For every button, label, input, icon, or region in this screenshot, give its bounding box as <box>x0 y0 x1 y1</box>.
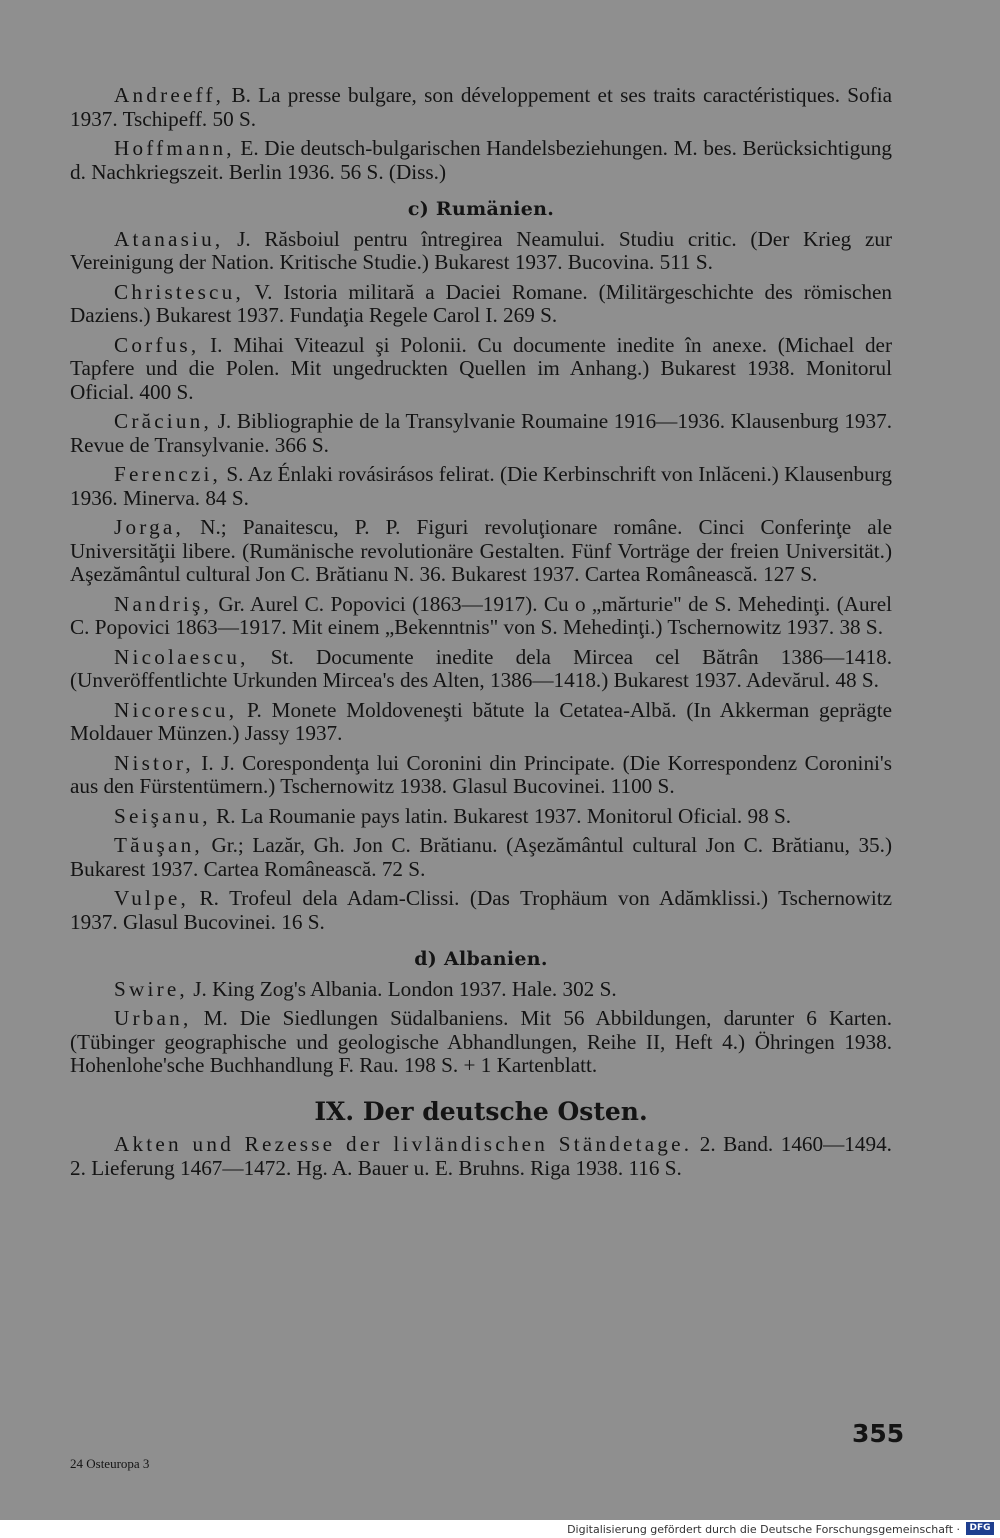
entry-author: Swire, <box>114 976 188 1001</box>
entry-text: B. La presse bulgare, son développement et ses traits caractéristiques. Sofia 1937. Tschipeff. 50 S. <box>70 83 892 131</box>
bibliography-entry <box>70 516 892 587</box>
funding-notice: Digitalisierung gefördert durch die Deutsche Forschungsgemeinschaft · <box>567 1523 960 1536</box>
bibliography-entry <box>70 281 892 328</box>
entry-text: J. King Zog's Albania. London 1937. Hale. 302 S. <box>187 976 617 1001</box>
entry-text: I. Mihai Viteazul şi Polonii. Cu documente inedite în anexe. (Michael der Tapfere und die Polen. Mit ungedruckten Quellen im Anhang.) Bukarest 1938. Monitorul Oficial. 400 S. <box>70 332 892 404</box>
entry-author: Nandriş, <box>114 591 212 616</box>
section-heading-rumaenien: c) Rumänien. <box>407 198 555 220</box>
entry-text: N.; Panaitescu, P. P. Figuri revoluţionare române. Cinci Conferinţe ale Universităţii libere. (Rumänische revolutionäre Gestalten. Fünf Vorträge der freien Universität.) Aşezământul cultural Jon C. Brătianu N. 36. Bukarest 1937. Cartea Românească. 127 S. <box>70 515 892 586</box>
entry-text: J. Răsboiul pentru întregirea Neamului. Studiu critic. (Der Krieg zur Vereinigung der Nation. Kritische Studie.) Bukarest 1937. Bucovina. 511 S. <box>70 226 892 274</box>
entry-text: E. Die deutsch-bulgarischen Handelsbeziehungen. M. bes. Berücksichtigung d. Nachkriegszeit. Berlin 1936. 56 S. (Diss.) <box>70 136 892 184</box>
dfg-logo-icon: DFG <box>966 1522 994 1535</box>
entry-author: Seişanu, <box>114 803 211 828</box>
entry-author: Nicolaescu, <box>114 644 249 669</box>
entry-text: Gr.; Lazăr, Gh. Jon C. Brătianu. (Aşezământul cultural Jon C. Brătianu, 35.) Bukarest 1937. Cartea Românească. 72 S. <box>70 833 892 881</box>
entry-author: Urban, <box>114 1006 192 1030</box>
entry-author: Crăciun, <box>114 409 212 433</box>
chapter-heading-deutsche-osten: IX. Der deutsche Osten. <box>314 1096 648 1126</box>
bibliography-text <box>70 84 892 1186</box>
bibliography-entry <box>70 1007 892 1078</box>
bibliography-entry <box>70 137 892 184</box>
entry-text: S. Az Énlaki rovásirásos felirat. (Die Kerbinschrift von Inlăceni.) Klausenburg 1936. Minerva. 84 S. <box>70 462 892 510</box>
bibliography-entry <box>70 228 892 275</box>
entry-author: Akten und Rezesse der livländischen Ständetage. <box>114 1132 693 1156</box>
bibliography-entry <box>70 84 892 131</box>
section-heading-albanien: d) Albanien. <box>414 948 548 970</box>
entry-text: M. Die Siedlungen Südalbaniens. Mit 56 Abbildungen, darunter 6 Karten. (Tübinger geographische und geologische Abhandlungen, Reihe II, Heft 4.) Öhringen 1938. Hohenlohe'sche Buchhandlung F. Rau. 198 S. + 1 Kartenblatt. <box>70 1006 892 1077</box>
entry-author: Nistor, <box>114 750 194 775</box>
bibliography-entry <box>70 978 892 1002</box>
entry-author: Hoffmann, <box>114 136 235 160</box>
bibliography-entry <box>70 334 892 405</box>
entry-text: Gr. Aurel C. Popovici (1863—1917). Cu o „mărturie" de S. Mehedinţi. (Aurel C. Popovici 1863—1917. Mit einem „Bekenntnis" von S. Mehedinţi.) Tschernowitz 1937. 38 S. <box>70 591 892 639</box>
bibliography-entry <box>70 1133 892 1180</box>
entry-author: Tăuşan, <box>114 833 203 857</box>
entry-text: V. Istoria militară a Daciei Romane. (Militärgeschichte des römischen Daziens.) Bukarest 1937. Fundaţia Regele Carol I. 269 S. <box>70 279 892 327</box>
entry-author: Ferenczi, <box>114 462 222 486</box>
entry-author: Atanasiu, <box>114 226 224 251</box>
bibliography-entry <box>70 834 892 881</box>
entry-author: Andreeff, <box>114 83 225 107</box>
entry-author: Vulpe, <box>114 886 190 910</box>
printer-signature: 24 Osteuropa 3 <box>70 1456 150 1471</box>
entry-text: P. Monete Moldoveneşti bătute la Cetatea-Albă. (In Akkerman geprägte Moldauer Münzen.) Jassy 1937. <box>70 697 892 745</box>
bibliography-entry <box>70 887 892 934</box>
entry-author: Jorga, <box>114 515 185 539</box>
entry-text: 2. Band. 1460—1494. 2. Lieferung 1467—1472. Hg. A. Bauer u. E. Bruhns. Riga 1938. 116 S. <box>70 1132 892 1180</box>
bibliography-entry <box>70 752 892 799</box>
entry-author: Christescu, <box>114 279 244 304</box>
bibliography-entry <box>70 699 892 746</box>
bibliography-entry <box>70 410 892 457</box>
entry-author: Nicorescu, <box>114 697 238 722</box>
bibliography-entry <box>70 646 892 693</box>
bibliography-entry <box>70 805 892 829</box>
entry-text: St. Documente inedite dela Mircea cel Bătrân 1386—1418. (Unveröffentlichte Urkunden Mircea's des Alten, 1386—1418.) Bukarest 1937. Adevărul. 48 S. <box>70 644 892 692</box>
entry-text: J. Bibliographie de la Transylvanie Roumaine 1916—1936. Klausenburg 1937. Revue de Transylvanie. 366 S. <box>70 409 892 457</box>
page-number: 355 <box>852 1419 905 1448</box>
entry-text: I. J. Corespondenţa lui Coronini din Principate. (Die Korrespondenz Coronini's aus den Fürstentümern.) Tschernowitz 1938. Glasul Bucovinei. 1100 S. <box>70 750 892 798</box>
entry-author: Corfus, <box>114 332 200 357</box>
entry-text: R. La Roumanie pays latin. Bukarest 1937. Monitorul Oficial. 98 S. <box>210 803 792 828</box>
bibliography-entry <box>70 463 892 510</box>
entry-text: R. Trofeul dela Adam-Clissi. (Das Trophäum von Adămklissi.) Tschernowitz 1937. Glasul Bucovinei. 16 S. <box>70 886 892 934</box>
bibliography-entry <box>70 593 892 640</box>
